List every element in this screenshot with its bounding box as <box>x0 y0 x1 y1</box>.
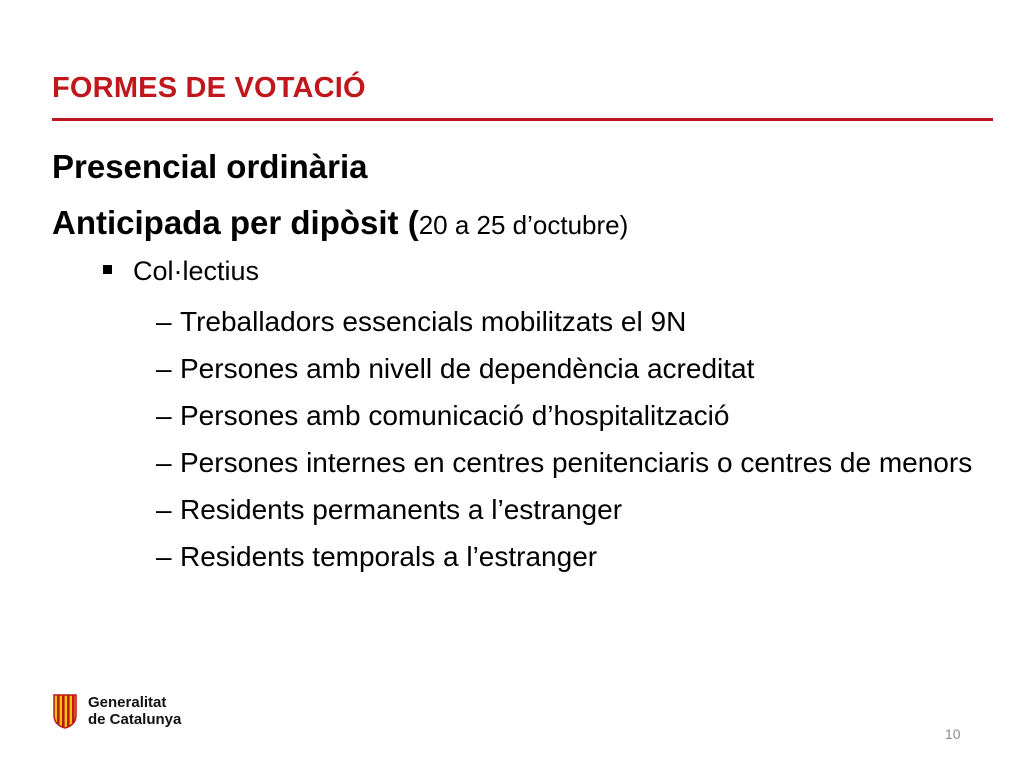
bullet-collectius <box>103 256 259 287</box>
sub-item-text: Residents permanents a l’estranger <box>180 494 623 525</box>
sub-item-hospitalitzacio <box>156 398 996 433</box>
dash-bullet-icon: – <box>156 400 172 431</box>
heading-presencial: Presencial ordinària <box>52 148 368 185</box>
heading-anticipada-dates: 20 a 25 d’octubre) <box>418 210 629 240</box>
logo-line-1: Generalitat <box>88 694 167 711</box>
dash-bullet-icon: – <box>156 353 172 384</box>
bullet-collectius-label: Col·lectius <box>133 256 260 286</box>
page-number: 10 <box>945 726 961 742</box>
sub-item-text: Persones amb nivell de dependència acreditat <box>180 353 755 384</box>
logo-text <box>88 694 181 728</box>
sub-item-text: Persones internes en centres penitenciaris o centres de menors <box>180 447 973 478</box>
sub-item-text: Residents temporals a l’estranger <box>180 541 598 572</box>
heading-anticipada <box>52 204 628 242</box>
collectius-sub-list <box>156 304 996 586</box>
dash-bullet-icon: – <box>156 306 172 337</box>
dash-bullet-icon: – <box>156 447 172 478</box>
logo-line-2: de Catalunya <box>88 711 182 728</box>
sub-item-text: Treballadors essencials mobilitzats el 9N <box>180 306 687 337</box>
sub-item-internes <box>156 445 996 480</box>
dash-bullet-icon: – <box>156 541 172 572</box>
slide-title: FORMES DE VOTACIÓ <box>52 72 366 104</box>
title-underline <box>52 118 993 121</box>
square-bullet-icon <box>103 265 112 274</box>
sub-item-treballadors <box>156 304 996 339</box>
generalitat-logo <box>52 693 181 729</box>
sub-item-residents-temporals <box>156 539 996 574</box>
heading-anticipada-main: Anticipada per dipòsit ( <box>52 204 419 241</box>
senyera-icon <box>52 693 78 729</box>
sub-item-text: Persones amb comunicació d’hospitalització <box>180 400 730 431</box>
dash-bullet-icon: – <box>156 494 172 525</box>
sub-item-residents-permanents <box>156 492 996 527</box>
sub-item-dependencia <box>156 351 996 386</box>
